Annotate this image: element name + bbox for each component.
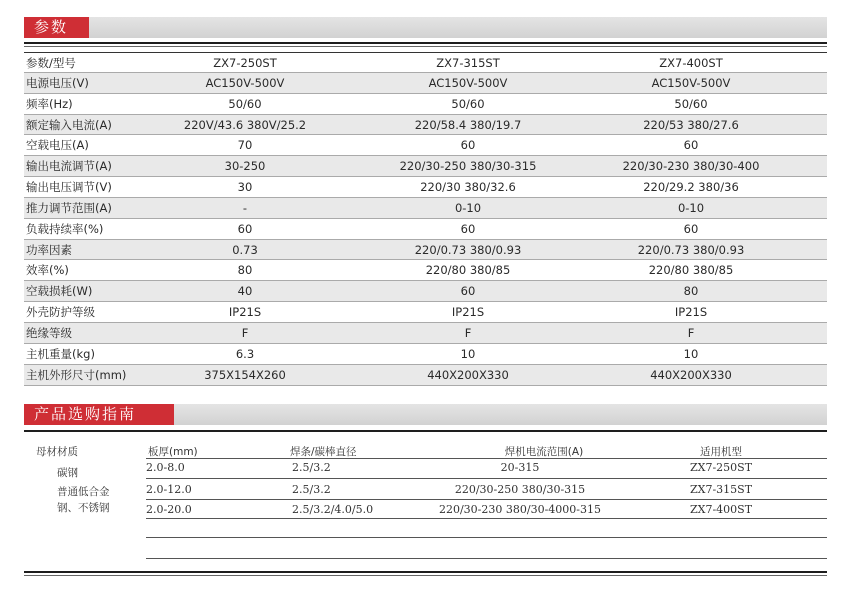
param-label: 频率(Hz) bbox=[26, 96, 73, 111]
params-row bbox=[24, 240, 827, 261]
param-label: 推力调节范围(A) bbox=[26, 200, 112, 215]
params-row bbox=[24, 344, 827, 365]
model-header: ZX7-400ST bbox=[659, 56, 723, 70]
param-value: 220/29.2 380/36 bbox=[643, 180, 739, 195]
param-value: 220/58.4 380/19.7 bbox=[414, 117, 522, 132]
params-row bbox=[24, 115, 827, 136]
material-item: 普通低合金 bbox=[57, 486, 110, 498]
param-value: 60 bbox=[460, 284, 476, 299]
param-value: 220/30-250 380/30-315 bbox=[399, 159, 537, 174]
guide-cell: ZX7-250ST bbox=[689, 461, 753, 474]
param-value: AC150V-500V bbox=[205, 75, 285, 90]
param-label: 输出电压调节(V) bbox=[26, 180, 112, 195]
material-item: 钢、不锈钢 bbox=[57, 502, 110, 514]
param-value: F bbox=[241, 325, 249, 340]
params-table bbox=[24, 52, 827, 386]
param-value: IP21S bbox=[451, 305, 485, 320]
model-header: ZX7-250ST bbox=[213, 56, 277, 70]
param-value: 50/60 bbox=[451, 96, 485, 111]
param-value: 220/80 380/85 bbox=[425, 263, 511, 278]
params-row bbox=[24, 198, 827, 219]
param-value: 0-10 bbox=[454, 200, 482, 215]
params-row bbox=[24, 156, 827, 177]
param-value: IP21S bbox=[674, 305, 708, 320]
guide-cell: ZX7-400ST bbox=[689, 503, 753, 516]
param-label: 输出电流调节(A) bbox=[26, 159, 112, 174]
params-section-bar bbox=[24, 17, 827, 38]
param-value: F bbox=[687, 325, 695, 340]
param-value: 10 bbox=[683, 346, 699, 361]
guide-section-title: 产品选购指南 bbox=[24, 404, 174, 425]
guide-row-line bbox=[146, 537, 827, 538]
guide-row-line bbox=[146, 478, 827, 479]
param-value: 220/30 380/32.6 bbox=[420, 180, 516, 195]
guide-cell: 2.5/3.2 bbox=[292, 461, 331, 474]
params-row bbox=[24, 260, 827, 281]
guide-col-header: 焊机电流范围(A) bbox=[504, 446, 584, 458]
guide-cell: 2.0-20.0 bbox=[146, 503, 192, 516]
guide-cell: 2.5/3.2/4.0/5.0 bbox=[292, 503, 374, 516]
guide-cell: 220/30-230 380/30-4000-315 bbox=[438, 503, 602, 516]
guide-cell: 2.0-12.0 bbox=[146, 483, 192, 496]
param-value: 220/0.73 380/0.93 bbox=[637, 242, 745, 257]
selection-guide bbox=[24, 438, 827, 568]
guide-cell: ZX7-315ST bbox=[689, 483, 753, 496]
param-value: 70 bbox=[237, 138, 253, 153]
guide-section-bar bbox=[24, 404, 827, 425]
param-value: 60 bbox=[683, 221, 699, 236]
guide-row-line bbox=[146, 458, 827, 459]
param-value: 220/80 380/85 bbox=[648, 263, 734, 278]
guide-col-header: 焊条/碳棒直径 bbox=[290, 446, 357, 458]
params-row bbox=[24, 135, 827, 156]
param-value: AC150V-500V bbox=[428, 75, 508, 90]
param-value: 30 bbox=[237, 180, 253, 195]
params-rule-top bbox=[24, 42, 827, 44]
param-value: 220V/43.6 380V/25.2 bbox=[183, 117, 307, 132]
guide-rule-top bbox=[24, 430, 827, 432]
param-value: 220/30-230 380/30-400 bbox=[622, 159, 760, 174]
param-value: 375X154X260 bbox=[204, 367, 286, 382]
guide-col-header: 板厚(mm) bbox=[148, 446, 198, 458]
params-row bbox=[24, 94, 827, 115]
guide-rule-bottom-thin bbox=[24, 575, 827, 576]
param-label: 绝缘等级 bbox=[26, 325, 72, 340]
param-value: - bbox=[242, 200, 248, 215]
param-label: 电源电压(V) bbox=[26, 75, 89, 90]
param-value: 60 bbox=[460, 138, 476, 153]
params-row bbox=[24, 177, 827, 198]
params-header-label: 参数/型号 bbox=[26, 56, 76, 70]
param-value: 0-10 bbox=[677, 200, 705, 215]
param-label: 负载持续率(%) bbox=[26, 221, 104, 236]
param-value: IP21S bbox=[228, 305, 262, 320]
param-value: 60 bbox=[683, 138, 699, 153]
params-row bbox=[24, 302, 827, 323]
model-header: ZX7-315ST bbox=[436, 56, 500, 70]
param-label: 额定输入电流(A) bbox=[26, 117, 112, 132]
param-value: AC150V-500V bbox=[651, 75, 731, 90]
material-item: 碳钢 bbox=[57, 467, 78, 479]
params-row bbox=[24, 219, 827, 240]
param-value: 40 bbox=[237, 284, 253, 299]
guide-row-line bbox=[146, 518, 827, 519]
param-value: 10 bbox=[460, 346, 476, 361]
param-value: 80 bbox=[237, 263, 253, 278]
guide-cell: 2.5/3.2 bbox=[292, 483, 331, 496]
param-label: 主机外形尺寸(mm) bbox=[26, 367, 127, 382]
param-value: 440X200X330 bbox=[427, 367, 509, 382]
param-value: 220/53 380/27.6 bbox=[643, 117, 739, 132]
guide-row-line bbox=[146, 558, 827, 559]
material-header: 母材材质 bbox=[36, 446, 78, 458]
param-label: 外壳防护等级 bbox=[26, 305, 95, 320]
param-value: 30-250 bbox=[224, 159, 266, 174]
param-value: 50/60 bbox=[674, 96, 708, 111]
param-value: 0.73 bbox=[232, 242, 258, 257]
params-row bbox=[24, 281, 827, 302]
param-label: 功率因素 bbox=[26, 242, 72, 257]
param-value: 50/60 bbox=[228, 96, 262, 111]
guide-cell: 220/30-250 380/30-315 bbox=[454, 483, 586, 496]
guide-cell: 20-315 bbox=[500, 461, 540, 474]
param-value: 6.3 bbox=[235, 346, 255, 361]
param-value: F bbox=[464, 325, 472, 340]
params-rule-top-thin bbox=[24, 46, 827, 47]
param-label: 空载损耗(W) bbox=[26, 284, 93, 299]
params-row bbox=[24, 323, 827, 344]
params-row bbox=[24, 73, 827, 94]
param-value: 440X200X330 bbox=[650, 367, 732, 382]
param-value: 60 bbox=[460, 221, 476, 236]
guide-col-header: 适用机型 bbox=[700, 446, 742, 458]
param-label: 效率(%) bbox=[26, 263, 69, 278]
params-header-row bbox=[24, 52, 827, 73]
params-section-title: 参数 bbox=[24, 17, 89, 38]
param-value: 220/0.73 380/0.93 bbox=[414, 242, 522, 257]
guide-rule-bottom bbox=[24, 571, 827, 573]
param-value: 60 bbox=[237, 221, 253, 236]
param-label: 空载电压(A) bbox=[26, 138, 89, 153]
params-row bbox=[24, 365, 827, 386]
param-label: 主机重量(kg) bbox=[26, 346, 95, 361]
param-value: 80 bbox=[683, 284, 699, 299]
guide-cell: 2.0-8.0 bbox=[146, 461, 185, 474]
guide-row-line bbox=[146, 499, 827, 500]
